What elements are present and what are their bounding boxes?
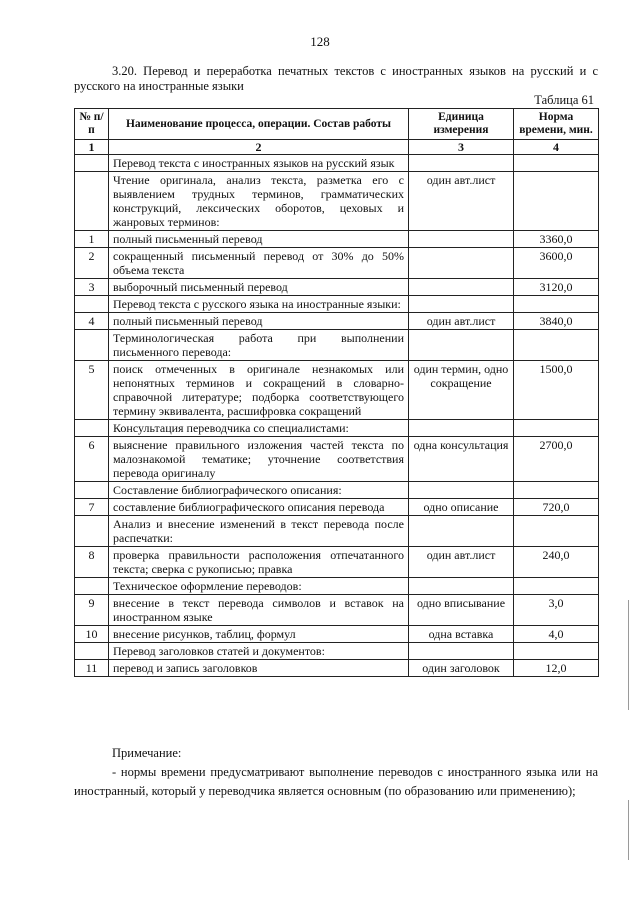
row-norm: [514, 155, 599, 172]
row-norm: 3360,0: [514, 231, 599, 248]
row-number: 10: [75, 626, 109, 643]
row-number: [75, 172, 109, 231]
row-unit: [409, 155, 514, 172]
column-number: 1: [75, 140, 109, 155]
table-row: [75, 172, 599, 231]
row-unit: [409, 279, 514, 296]
table-row: [75, 330, 599, 361]
row-unit: один авт.лист: [409, 313, 514, 330]
row-norm: 2700,0: [514, 437, 599, 482]
row-number: [75, 516, 109, 547]
row-name: полный письменный перевод: [109, 231, 409, 248]
header-unit: Единица измерения: [409, 109, 514, 140]
time-norms-table: [74, 108, 599, 677]
row-unit: одна консультация: [409, 437, 514, 482]
table-row: [75, 420, 599, 437]
row-unit: один авт.лист: [409, 547, 514, 578]
row-name: Перевод заголовков статей и документов:: [109, 643, 409, 660]
table-row: [75, 578, 599, 595]
row-norm: 3,0: [514, 595, 599, 626]
row-name: Чтение оригинала, анализ текста, разметка его с выявлением трудных терминов, грамматических конструкций, лексических оборотов, цеховых и жанровых терминов:: [109, 172, 409, 231]
table-row: [75, 248, 599, 279]
column-number: 4: [514, 140, 599, 155]
table-row: [75, 313, 599, 330]
header-norm: Норма времени, мин.: [514, 109, 599, 140]
row-number: [75, 420, 109, 437]
table-header-row: [75, 109, 599, 140]
row-unit: одно описание: [409, 499, 514, 516]
row-name: сокращенный письменный перевод от 30% до 50% объема текста: [109, 248, 409, 279]
row-number: [75, 643, 109, 660]
row-norm: [514, 420, 599, 437]
row-number: 1: [75, 231, 109, 248]
row-name: Терминологическая работа при выполнении письменного перевода:: [109, 330, 409, 361]
row-norm: 240,0: [514, 547, 599, 578]
row-unit: одна вставка: [409, 626, 514, 643]
table-row: [75, 547, 599, 578]
table-row: [75, 595, 599, 626]
row-number: 8: [75, 547, 109, 578]
row-norm: 1500,0: [514, 361, 599, 420]
table-row: [75, 279, 599, 296]
scan-edge-mark: [628, 800, 629, 860]
table-row: [75, 361, 599, 420]
row-norm: 3840,0: [514, 313, 599, 330]
row-number: [75, 482, 109, 499]
row-number: 3: [75, 279, 109, 296]
row-unit: один авт.лист: [409, 172, 514, 231]
row-number: 7: [75, 499, 109, 516]
row-unit: [409, 330, 514, 361]
row-name: выяснение правильного изложения частей текста по малознакомой тематике; уточнение соответствия перевода оригиналу: [109, 437, 409, 482]
row-unit: [409, 248, 514, 279]
column-number: 2: [109, 140, 409, 155]
row-name: выборочный письменный перевод: [109, 279, 409, 296]
row-unit: [409, 643, 514, 660]
table-row: [75, 626, 599, 643]
row-name: проверка правильности расположения отпечатанного текста; сверка с рукописью; правка: [109, 547, 409, 578]
row-name: внесение рисунков, таблиц, формул: [109, 626, 409, 643]
scan-edge-mark: [628, 600, 629, 710]
row-name: перевод и запись заголовков: [109, 660, 409, 677]
row-number: 9: [75, 595, 109, 626]
row-name: полный письменный перевод: [109, 313, 409, 330]
row-unit: [409, 420, 514, 437]
page-number: 128: [310, 34, 330, 49]
column-number: 3: [409, 140, 514, 155]
row-number: 4: [75, 313, 109, 330]
section-heading: 3.20. Перевод и переработка печатных текстов с иностранных языков на русский и с русского на иностранные языки: [74, 64, 598, 93]
row-norm: [514, 482, 599, 499]
note-title: Примечание:: [112, 746, 182, 760]
row-unit: [409, 231, 514, 248]
table-row: [75, 482, 599, 499]
table-row: [75, 516, 599, 547]
row-norm: [514, 330, 599, 361]
table-row: [75, 660, 599, 677]
row-name: Техническое оформление переводов:: [109, 578, 409, 595]
row-norm: 720,0: [514, 499, 599, 516]
row-norm: [514, 172, 599, 231]
row-unit: один термин, одно сокращение: [409, 361, 514, 420]
row-number: [75, 296, 109, 313]
row-unit: одно вписывание: [409, 595, 514, 626]
row-norm: 4,0: [514, 626, 599, 643]
row-number: 11: [75, 660, 109, 677]
row-unit: [409, 296, 514, 313]
row-name: Перевод текста с русского языка на иностранные языки:: [109, 296, 409, 313]
table-row: [75, 643, 599, 660]
row-number: [75, 155, 109, 172]
row-unit: один заголовок: [409, 660, 514, 677]
row-name: Анализ и внесение изменений в текст перевода после распечатки:: [109, 516, 409, 547]
row-number: 5: [75, 361, 109, 420]
row-name: внесение в текст перевода символов и вставок на иностранном языке: [109, 595, 409, 626]
row-unit: [409, 482, 514, 499]
column-number-row: [75, 140, 599, 155]
row-norm: [514, 516, 599, 547]
row-norm: 3600,0: [514, 248, 599, 279]
row-norm: [514, 578, 599, 595]
row-norm: [514, 296, 599, 313]
row-name: Перевод текста с иностранных языков на русский язык: [109, 155, 409, 172]
table-row: [75, 437, 599, 482]
row-number: [75, 578, 109, 595]
row-name: Консультация переводчика со специалистами:: [109, 420, 409, 437]
row-norm: 3120,0: [514, 279, 599, 296]
row-name: поиск отмеченных в оригинале незнакомых или непонятных терминов и сокращений в словарно-справочной литературе; подборка соответствующего термину эквивалента, расшифровка сокращений: [109, 361, 409, 420]
header-num: № п/п: [75, 109, 109, 140]
row-norm: [514, 643, 599, 660]
table-row: [75, 155, 599, 172]
row-number: 2: [75, 248, 109, 279]
row-number: [75, 330, 109, 361]
note-text: - нормы времени предусматривают выполнение переводов с иностранного языка или на иностранный, который у переводчика является основным (по образованию или применению);: [74, 765, 598, 798]
row-unit: [409, 516, 514, 547]
table-body: [75, 155, 599, 677]
table-row: [75, 231, 599, 248]
table-caption: Таблица 61: [534, 93, 594, 107]
note-block: [74, 744, 598, 801]
header-name: Наименование процесса, операции. Состав работы: [109, 109, 409, 140]
row-norm: 12,0: [514, 660, 599, 677]
row-number: 6: [75, 437, 109, 482]
row-name: составление библиографического описания перевода: [109, 499, 409, 516]
row-unit: [409, 578, 514, 595]
table-row: [75, 499, 599, 516]
table-row: [75, 296, 599, 313]
row-name: Составление библиографического описания:: [109, 482, 409, 499]
